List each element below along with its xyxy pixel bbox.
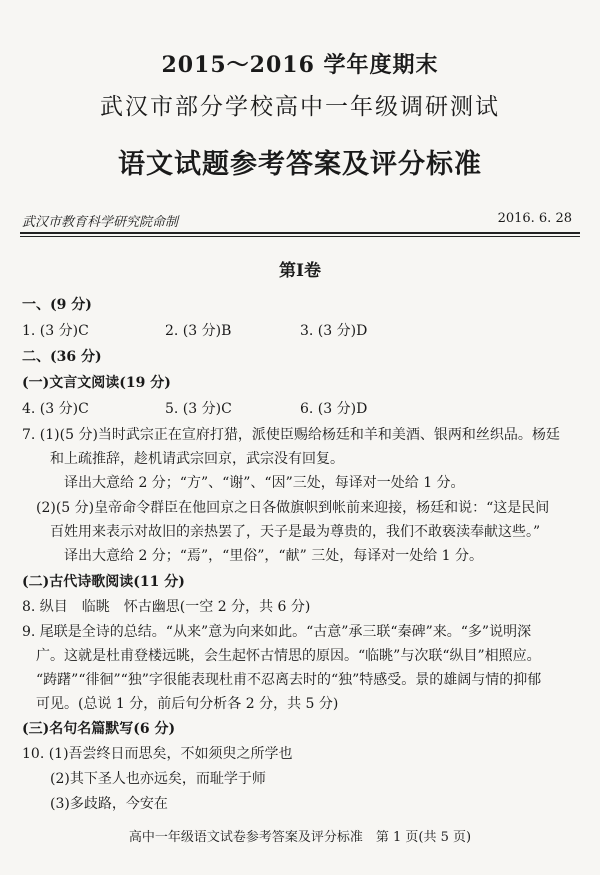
answer-q10-3: (3)多歧路，今安在 bbox=[50, 796, 168, 812]
answer-q9-line2: 广。这就是杜甫登楼远眺，会生起怀古情思的原因。“临眺”与次联“纵目”相照应。 bbox=[36, 648, 541, 664]
answer-q7-1-line2: 和上疏推辞，趁机请武宗回京，武宗没有回复。 bbox=[50, 451, 344, 467]
header-rule bbox=[20, 232, 580, 234]
exam-term-title: 2015～2016 学年度期末 bbox=[161, 52, 439, 78]
issuing-organization: 武汉市教育科学研究院命制 bbox=[22, 215, 179, 230]
answer-q5: 5. (3 分)C bbox=[165, 401, 232, 417]
answer-q9-line1: 9. 尾联是全诗的总结。“从来”意为向来如此。“古意”承三联“秦碑”来。“多”说明深 bbox=[22, 624, 532, 640]
answer-q7-2-line2: 百姓用来表示对故旧的亲热罢了，天子是最为尊贵的，我们不敢亵渎奉献这些。” bbox=[50, 524, 541, 540]
page-footer: 高中一年级语文试卷参考答案及评分标准 第 1 页(共 5 页) bbox=[128, 830, 472, 845]
answer-q1: 1. (3 分)C bbox=[22, 323, 89, 339]
answer-q10-2: (2)其下圣人也亦远矣，而耻学于师 bbox=[50, 771, 266, 787]
answer-q9-line3: “踌躇”“徘徊”“独”字很能表现杜甫不忍离去时的“独”特感受。景的雄阔与情的抑郁 bbox=[36, 672, 542, 688]
answer-q8: 8. 纵目 临眺 怀古幽思(一空 2 分，共 6 分) bbox=[22, 599, 311, 615]
answer-q4: 4. (3 分)C bbox=[22, 401, 89, 417]
exam-name-title: 武汉市部分学校高中一年级调研测试 bbox=[100, 94, 500, 120]
section-1-heading: 一、(9 分) bbox=[22, 297, 92, 313]
header-rule-thin bbox=[20, 236, 580, 237]
answer-q6: 6. (3 分)D bbox=[300, 401, 368, 417]
subsection-classical-prose: (一)文言文阅读(19 分) bbox=[22, 375, 171, 391]
issue-date: 2016. 6. 28 bbox=[497, 211, 572, 226]
answer-q2: 2. (3 分)B bbox=[165, 323, 232, 339]
answer-q7-1-line1: 7. (1)(5 分)当时武宗正在宣府打猎，派使臣赐给杨廷和羊和美酒、银两和丝织品。杨廷 bbox=[22, 427, 560, 443]
answer-q7-2-line1: (2)(5 分)皇帝命令群臣在他回京之日各做旗帜到帐前来迎接，杨廷和说：“这是民间 bbox=[36, 500, 550, 516]
subsection-poetry: (二)古代诗歌阅读(11 分) bbox=[22, 574, 185, 590]
subsection-recitation: (三)名句名篇默写(6 分) bbox=[22, 721, 176, 737]
scoring-q7-1: 译出大意给 2 分；“方”、“谢”、“因”三处，每译对一处给 1 分。 bbox=[64, 475, 465, 491]
answer-q3: 3. (3 分)D bbox=[300, 323, 368, 339]
answer-q9-line4: 可见。(总说 1 分，前后句分析各 2 分，共 5 分) bbox=[36, 696, 339, 712]
volume-heading: 第Ⅰ卷 bbox=[279, 261, 321, 281]
section-2-heading: 二、(36 分) bbox=[22, 349, 102, 365]
scoring-q7-2: 译出大意给 2 分；“焉”，“里俗”，“献” 三处，每译对一处给 1 分。 bbox=[64, 548, 484, 564]
document-title: 语文试题参考答案及评分标准 bbox=[118, 149, 482, 180]
answer-q10-1: 10. (1)吾尝终日而思矣，不如须臾之所学也 bbox=[22, 746, 293, 762]
